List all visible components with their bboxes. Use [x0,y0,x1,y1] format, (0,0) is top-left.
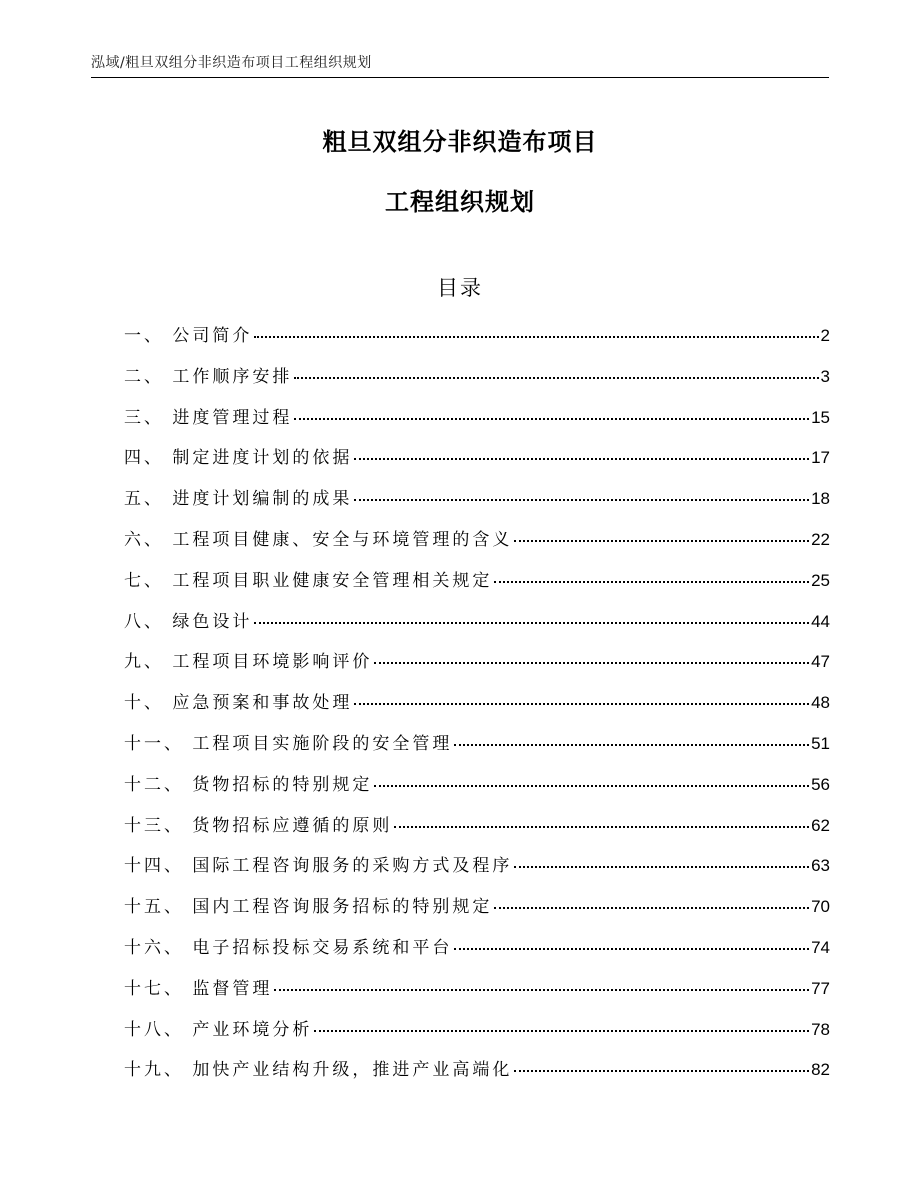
toc-entry-page: 25 [811,570,830,590]
toc-leader-dots [294,377,818,379]
toc-leader-dots [514,866,809,868]
toc-leader-dots [494,581,809,583]
toc-entry-label: 二、 工作顺序安排 [124,366,293,387]
toc-leader-dots [514,1070,809,1072]
toc-entry-label: 四、 制定进度计划的依据 [124,448,353,469]
document-title-line-1: 粗旦双组分非织造布项目 [322,128,598,156]
toc-entry[interactable] [124,607,830,648]
toc-entry[interactable] [124,892,830,933]
toc-entry-label: 十二、 货物招标的特别规定 [124,774,373,795]
toc-leader-dots [454,744,809,746]
toc-entry-label: 十五、 国内工程咨询服务招标的特别规定 [124,897,493,918]
toc-leader-dots [454,948,809,950]
toc-entry-label: 九、 工程项目环境影响评价 [124,652,373,673]
toc-entry-page: 17 [811,448,830,468]
toc-leader-dots [494,907,809,909]
document-title-line-2: 工程组织规划 [385,188,535,216]
toc-entry-page: 70 [811,897,830,917]
toc-leader-dots [374,785,809,787]
toc-entry[interactable] [124,647,830,688]
toc-entry[interactable] [124,1055,830,1096]
toc-entry-page: 56 [811,774,830,794]
toc-entry-page: 51 [811,733,830,753]
toc-leader-dots [314,1030,809,1032]
toc-entry-label: 五、 进度计划编制的成果 [124,489,353,510]
toc-leader-dots [394,826,809,828]
toc-entry-page: 48 [811,693,830,713]
toc-leader-dots [254,336,818,338]
toc-entry[interactable] [124,525,830,566]
toc-entry-label: 十六、 电子招标投标交易系统和平台 [124,937,453,958]
toc-leader-dots [294,418,809,420]
table-of-contents [124,321,830,1096]
toc-entry-label: 三、 进度管理过程 [124,407,293,428]
toc-entry-label: 十八、 产业环境分析 [124,1019,313,1040]
toc-leader-dots [374,662,809,664]
toc-entry-page: 82 [811,1060,830,1080]
toc-entry-label: 十三、 货物招标应遵循的原则 [124,815,393,836]
toc-entry-page: 77 [811,978,830,998]
toc-entry[interactable] [124,321,830,362]
toc-leader-dots [354,458,809,460]
toc-entry-label: 一、 公司简介 [124,326,253,346]
toc-entry-page: 47 [811,652,830,672]
toc-entry-label: 十九、 加快产业结构升级，推进产业高端化 [124,1060,513,1081]
toc-entry-page: 62 [811,815,830,835]
toc-leader-dots [514,540,809,542]
toc-entry[interactable] [124,1015,830,1056]
toc-heading: 目录 [437,276,483,300]
header-divider [91,77,829,78]
toc-entry-page: 44 [811,611,830,631]
toc-entry-page: 18 [811,489,830,509]
toc-entry-label: 十一、 工程项目实施阶段的安全管理 [124,733,453,754]
toc-entry-page: 63 [811,856,830,876]
toc-leader-dots [254,622,809,624]
toc-entry-page: 74 [811,937,830,957]
toc-entry-label: 七、 工程项目职业健康安全管理相关规定 [124,570,493,591]
toc-entry[interactable] [124,443,830,484]
toc-entry-label: 十、 应急预案和事故处理 [124,693,353,714]
toc-entry-page: 22 [811,529,830,549]
toc-leader-dots [274,989,809,991]
running-header: 泓域/粗旦双组分非织造布项目工程组织规划 [91,55,372,71]
toc-entry[interactable] [124,566,830,607]
toc-entry[interactable] [124,362,830,403]
toc-entry-label: 八、 绿色设计 [124,611,253,632]
toc-entry[interactable] [124,729,830,770]
toc-entry[interactable] [124,403,830,444]
toc-entry[interactable] [124,484,830,525]
toc-entry-page: 2 [820,326,830,345]
toc-entry[interactable] [124,811,830,852]
toc-entry[interactable] [124,974,830,1015]
toc-entry[interactable] [124,770,830,811]
toc-entry-page: 78 [811,1019,830,1039]
toc-entry-label: 十七、 监督管理 [124,978,273,999]
toc-entry-label: 六、 工程项目健康、安全与环境管理的含义 [124,529,513,550]
toc-leader-dots [354,499,809,501]
toc-entry-label: 十四、 国际工程咨询服务的采购方式及程序 [124,856,513,877]
toc-entry-page: 15 [811,407,830,427]
toc-leader-dots [354,703,809,705]
toc-entry[interactable] [124,688,830,729]
toc-entry[interactable] [124,851,830,892]
toc-entry-page: 3 [820,366,830,386]
toc-entry[interactable] [124,933,830,974]
